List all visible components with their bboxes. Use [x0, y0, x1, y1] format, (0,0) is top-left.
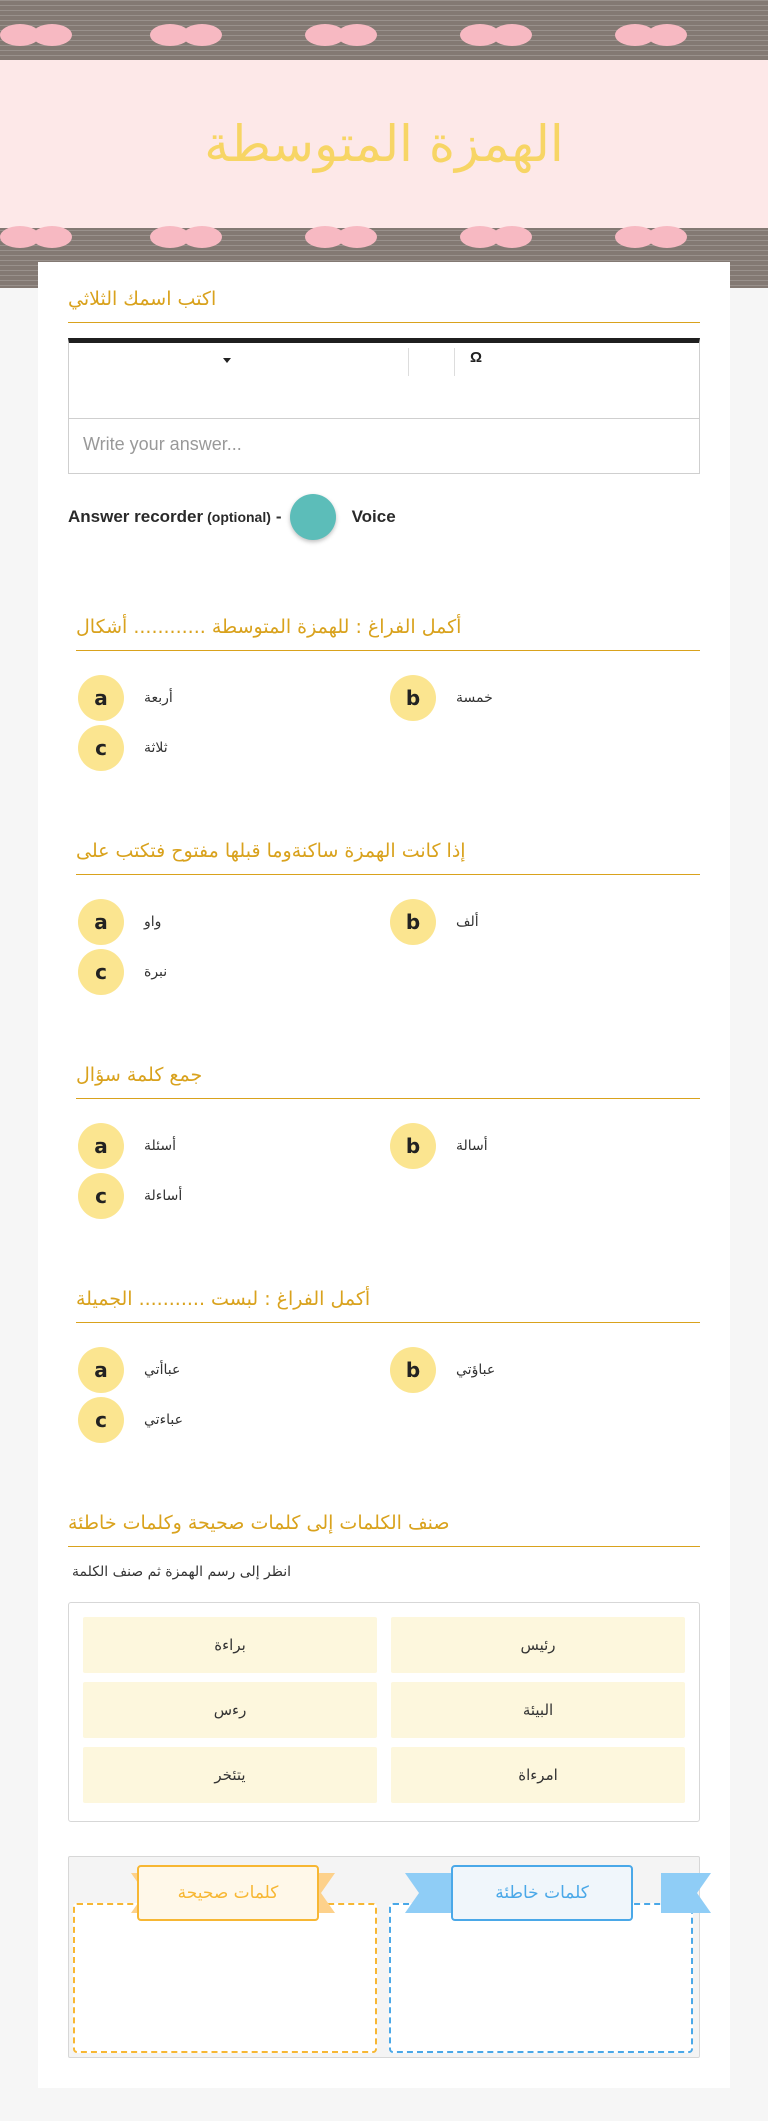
option-c[interactable] — [78, 948, 167, 996]
answer-input[interactable] — [83, 431, 683, 457]
heart-decoration — [150, 24, 222, 46]
word-chip[interactable]: رئيس — [391, 1617, 685, 1673]
option-a[interactable] — [78, 674, 173, 722]
word-chip[interactable]: امرءاة — [391, 1747, 685, 1803]
answer-recorder — [68, 494, 396, 540]
option-letter-badge: b — [390, 1123, 436, 1169]
special-characters-button[interactable]: Ω — [470, 349, 483, 366]
option-c[interactable] — [78, 1396, 183, 1444]
option-letter-badge: b — [390, 1347, 436, 1393]
option-text: عباأتي — [144, 1362, 181, 1378]
option-letter-badge: a — [78, 1347, 124, 1393]
option-a[interactable] — [78, 898, 161, 946]
word-chip[interactable]: يتئخر — [83, 1747, 377, 1803]
classify-title-text: صنف الكلمات إلى كلمات صحيحة وكلمات خاطئة — [68, 1512, 450, 1534]
answer-editor[interactable] — [68, 338, 700, 474]
voice-label: Voice — [351, 507, 396, 526]
option-b[interactable] — [390, 1122, 488, 1170]
option-b[interactable] — [390, 674, 493, 722]
name-question-title-text: اكتب اسمك الثلاثي — [68, 288, 217, 310]
ribbon-tail-icon — [405, 1873, 455, 1913]
option-text: خمسة — [456, 690, 493, 706]
buckets-container — [68, 1856, 700, 2058]
heart-decoration — [460, 24, 532, 46]
option-c[interactable] — [78, 724, 168, 772]
question-2-title — [76, 840, 700, 875]
option-text: أربعة — [144, 690, 173, 706]
question-title-text: جمع كلمة سؤال — [76, 1064, 203, 1086]
question-3-title — [76, 1064, 700, 1099]
classify-title — [68, 1512, 700, 1547]
option-letter-badge: c — [78, 725, 124, 771]
option-text: واو — [144, 914, 162, 930]
toolbar-divider — [408, 348, 409, 376]
heart-decoration — [615, 226, 687, 248]
option-b[interactable] — [390, 1346, 495, 1394]
voice-record-button[interactable] — [290, 494, 336, 540]
question-title-text: أكمل الفراغ : لبست ........... الجميلة — [76, 1288, 371, 1310]
heart-decoration — [0, 226, 72, 248]
option-b[interactable] — [390, 898, 479, 946]
option-text: عباءتي — [144, 1412, 183, 1428]
recorder-label: Answer recorder — [68, 507, 204, 526]
question-4-title — [76, 1288, 700, 1323]
option-c[interactable] — [78, 1172, 182, 1220]
option-letter-badge: b — [390, 675, 436, 721]
wrong-words-label: كلمات خاطئة — [451, 1865, 633, 1921]
option-letter-badge: b — [390, 899, 436, 945]
option-a[interactable] — [78, 1122, 176, 1170]
option-a[interactable] — [78, 1346, 180, 1394]
name-question-title — [68, 288, 700, 323]
heart-decoration — [0, 24, 72, 46]
option-text: ألف — [456, 914, 479, 930]
page-title: الهمزة المتوسطة — [204, 115, 564, 173]
heart-decoration — [150, 226, 222, 248]
option-text: أساءلة — [144, 1188, 183, 1204]
classify-instruction: انظر إلى رسم الهمزة ثم صنف الكلمة — [72, 1564, 292, 1580]
word-chip[interactable]: البيئة — [391, 1682, 685, 1738]
word-chip[interactable]: رءس — [83, 1682, 377, 1738]
option-text: أسالة — [456, 1138, 488, 1154]
wrong-words-dropzone[interactable] — [389, 1903, 693, 2053]
option-text: عباؤتي — [456, 1362, 496, 1378]
header-banner — [0, 0, 768, 288]
heart-decoration — [305, 24, 377, 46]
toolbar-divider — [454, 348, 455, 376]
ribbon-tail-icon — [661, 1873, 711, 1913]
question-title-text: أكمل الفراغ : للهمزة المتوسطة ............ أشكال — [76, 616, 462, 638]
option-letter-badge: a — [78, 899, 124, 945]
question-title-text: إذا كانت الهمزة ساكنةوما قبلها مفتوح فتكتب على — [76, 840, 466, 862]
recorder-optional-label: (optional) — [207, 509, 271, 525]
option-letter-badge: c — [78, 949, 124, 995]
heart-decoration — [615, 24, 687, 46]
option-text: نبرة — [144, 964, 168, 980]
correct-words-label: كلمات صحيحة — [137, 1865, 319, 1921]
heart-decoration — [460, 226, 532, 248]
worksheet-card — [38, 262, 730, 2088]
option-text: ثلاثة — [144, 740, 168, 756]
option-letter-badge: a — [78, 1123, 124, 1169]
heart-decoration — [305, 226, 377, 248]
correct-words-dropzone[interactable] — [73, 1903, 377, 2053]
option-text: أسئلة — [144, 1138, 176, 1154]
option-letter-badge: c — [78, 1173, 124, 1219]
word-chips-container — [68, 1602, 700, 1822]
option-letter-badge: c — [78, 1397, 124, 1443]
recorder-dash: - — [275, 507, 282, 526]
word-chip[interactable]: براءة — [83, 1617, 377, 1673]
caret-down-icon[interactable] — [223, 358, 231, 363]
option-letter-badge: a — [78, 675, 124, 721]
editor-toolbar — [69, 343, 699, 419]
question-1-title — [76, 616, 700, 651]
